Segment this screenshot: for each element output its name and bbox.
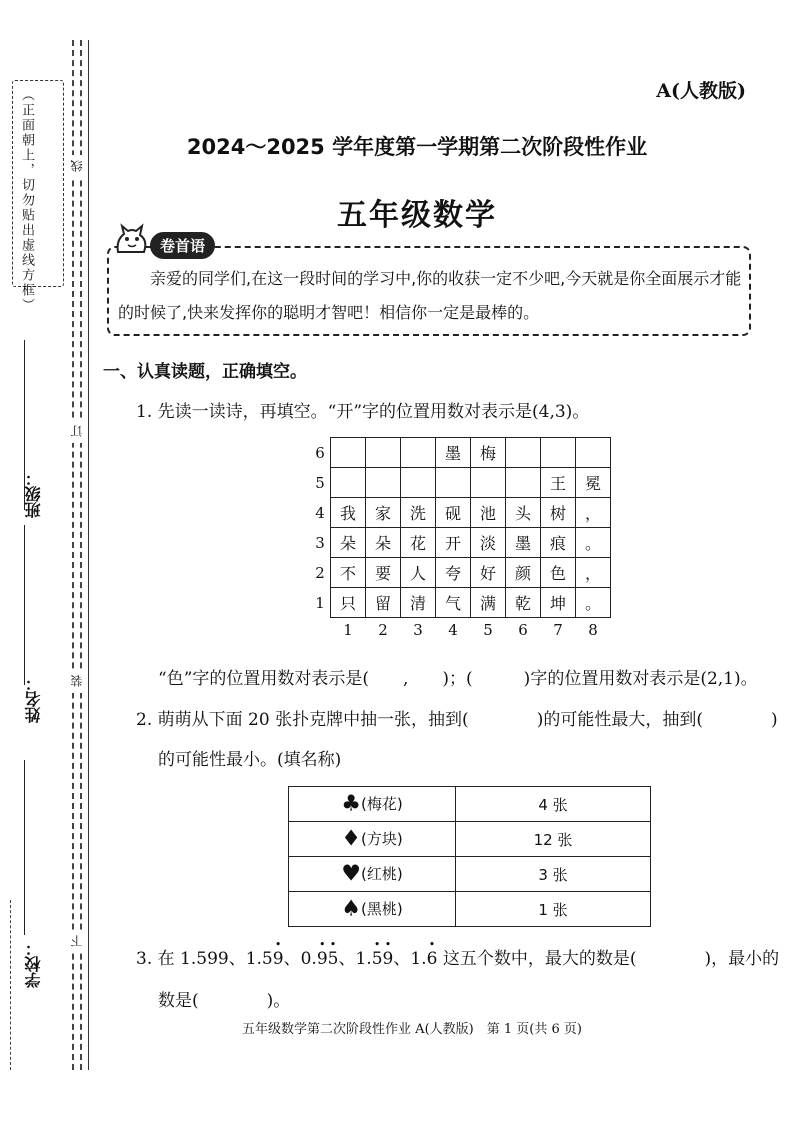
cut-label-xia: 下 <box>68 930 85 953</box>
cut-label-ding: 订 <box>68 420 85 443</box>
class-field-label: 班级： <box>24 470 43 518</box>
grid-cell <box>331 468 366 498</box>
name-field-label: 姓名： <box>24 675 43 723</box>
grid-cell: 留 <box>366 588 401 618</box>
grid-cell <box>366 438 401 468</box>
grid-cell: ， <box>576 498 611 528</box>
grid-cell: 不 <box>331 558 366 588</box>
grid-row-label: 4 <box>315 503 325 522</box>
grid-cell <box>576 438 611 468</box>
grid-cell: 人 <box>401 558 436 588</box>
grid-cell: 清 <box>401 588 436 618</box>
card-suit-name: (方块) <box>361 830 403 849</box>
grid-cell: 我 <box>331 498 366 528</box>
grid-cell <box>506 438 541 468</box>
grid-col-label: 7 <box>553 621 563 639</box>
grid-row-label: 6 <box>315 443 325 462</box>
grid-cell: 淡 <box>471 528 506 558</box>
grid-cell: ， <box>576 558 611 588</box>
preface-text: 亲爱的同学们,在这一段时间的学习中,你的收获一定不少吧,今天就是你全面展示才能的时候了,快来发挥你的聪明才智吧！相信你一定是最棒的。 <box>118 269 742 322</box>
grid-cell: 色 <box>541 558 576 588</box>
card-count: 4 张 <box>456 787 651 822</box>
grid-col-label: 4 <box>448 621 458 639</box>
grid-cell: 坤 <box>541 588 576 618</box>
grid-cell: 满 <box>471 588 506 618</box>
grid-cell: 池 <box>471 498 506 528</box>
question-2-line2: 的可能性最小。(填名称) <box>158 750 342 770</box>
cut-label-zhuang: 装 <box>68 670 85 693</box>
edition-label: A(人教版) <box>656 80 746 102</box>
grid-cell: 朵 <box>331 528 366 558</box>
grid-cell: 朵 <box>366 528 401 558</box>
grid-cell: 花 <box>401 528 436 558</box>
card-table <box>288 786 651 927</box>
grid-row-label: 1 <box>315 593 325 612</box>
grid-cell: 要 <box>366 558 401 588</box>
grid-cell: 只 <box>331 588 366 618</box>
card-row <box>289 822 651 857</box>
grid-cell <box>471 468 506 498</box>
card-count: 12 张 <box>456 822 651 857</box>
school-field-line[interactable] <box>24 760 25 935</box>
section-title: 一、认真读题，正确填空。 <box>103 362 307 382</box>
card-suit-name: (梅花) <box>361 795 403 814</box>
grid-cell <box>401 468 436 498</box>
grid-cell <box>401 438 436 468</box>
preface-tag: 卷首语 <box>150 232 215 259</box>
grid-col-label: 5 <box>483 621 493 639</box>
grid-cell: 好 <box>471 558 506 588</box>
q3-number-5: 1.• 6 <box>410 949 437 969</box>
grid-cell: 墨 <box>436 438 471 468</box>
question-3-line2[interactable]: 数是( )。 <box>158 991 291 1011</box>
grid-row-label: 2 <box>315 563 325 582</box>
grid-cell: 。 <box>576 588 611 618</box>
term-title: 2024～2025 学年度第一学期第二次阶段性作业 <box>186 135 648 159</box>
name-field-line[interactable] <box>24 525 25 685</box>
grid-cell: 头 <box>506 498 541 528</box>
grid-cell: 家 <box>366 498 401 528</box>
grid-cell: 冕 <box>576 468 611 498</box>
grid-cell <box>506 468 541 498</box>
grid-cell <box>366 468 401 498</box>
question-3-prefix: 3. 在 <box>136 949 181 969</box>
question-3-middle: 这五个数中，最大的数是( )，最小的 <box>437 949 780 969</box>
card-suit-name: (红桃) <box>361 865 403 884</box>
spade-icon: ♠ <box>341 896 361 922</box>
binding-note: （正面朝上，切勿贴出虚线方框） <box>19 88 34 313</box>
question-2-line1[interactable]: 2. 萌萌从下面 20 张扑克牌中抽一张，抽到( )的可能性最大，抽到( ) <box>136 710 778 730</box>
grid-cell: 气 <box>436 588 471 618</box>
grid-cell: 颜 <box>506 558 541 588</box>
poem-grid <box>310 437 611 642</box>
grid-row-label: 5 <box>315 473 325 492</box>
cut-label-line: 线 <box>68 155 85 178</box>
diamond-icon: ♦ <box>341 826 361 852</box>
question-1-fill[interactable]: “色”字的位置用数对表示是( , )；( )字的位置用数对表示是(2,1)。 <box>158 669 758 689</box>
card-suit-name: (黑桃) <box>361 900 403 919</box>
grid-col-label: 2 <box>378 621 388 639</box>
grid-cell: 夸 <box>436 558 471 588</box>
grid-cell: 洗 <box>401 498 436 528</box>
question-1-text: 1. 先读一读诗，再填空。“开”字的位置用数对表示是(4,3)。 <box>136 402 590 422</box>
card-row <box>289 857 651 892</box>
grid-row-label: 3 <box>315 533 325 552</box>
card-row <box>289 787 651 822</box>
q3-number-1: 1.599 <box>180 949 229 969</box>
grid-cell: 开 <box>436 528 471 558</box>
grid-cell <box>541 438 576 468</box>
subject-title: 五年级数学 <box>337 198 497 233</box>
card-count: 3 张 <box>456 857 651 892</box>
heart-icon: ♥ <box>341 861 361 887</box>
q3-number-4: 1.• 5• 9 <box>355 949 393 969</box>
grid-col-label: 6 <box>518 621 528 639</box>
grid-cell: 王 <box>541 468 576 498</box>
grid-cell: 梅 <box>471 438 506 468</box>
question-3-line1[interactable]: 3. 在 1.599、1.5• 9、0.• 9• 5、1.• 5• 9、1.• 6 这五个数中，最大的数是( )，最小的 <box>136 944 779 969</box>
grid-cell: 墨 <box>506 528 541 558</box>
q3-number-2: 1.5• 9 <box>246 949 284 969</box>
grid-cell <box>331 438 366 468</box>
page-footer: 五年级数学第二次阶段性作业 A(人教版) 第 1 页(共 6 页) <box>242 1022 582 1037</box>
grid-col-label: 3 <box>413 621 423 639</box>
grid-cell <box>436 468 471 498</box>
grid-cell: 乾 <box>506 588 541 618</box>
grid-col-label: 1 <box>343 621 353 639</box>
card-count: 1 张 <box>456 892 651 927</box>
grid-cell: 痕 <box>541 528 576 558</box>
school-field-label: 学校： <box>24 940 43 988</box>
binding-edge-line <box>10 900 11 1070</box>
grid-cell: 。 <box>576 528 611 558</box>
grid-col-label: 8 <box>588 621 598 639</box>
cat-mascot-icon <box>112 222 152 256</box>
grid-cell: 树 <box>541 498 576 528</box>
card-row <box>289 892 651 927</box>
club-icon: ♣ <box>341 791 361 817</box>
q3-number-3: 0.• 9• 5 <box>301 949 339 969</box>
grid-cell: 砚 <box>436 498 471 528</box>
